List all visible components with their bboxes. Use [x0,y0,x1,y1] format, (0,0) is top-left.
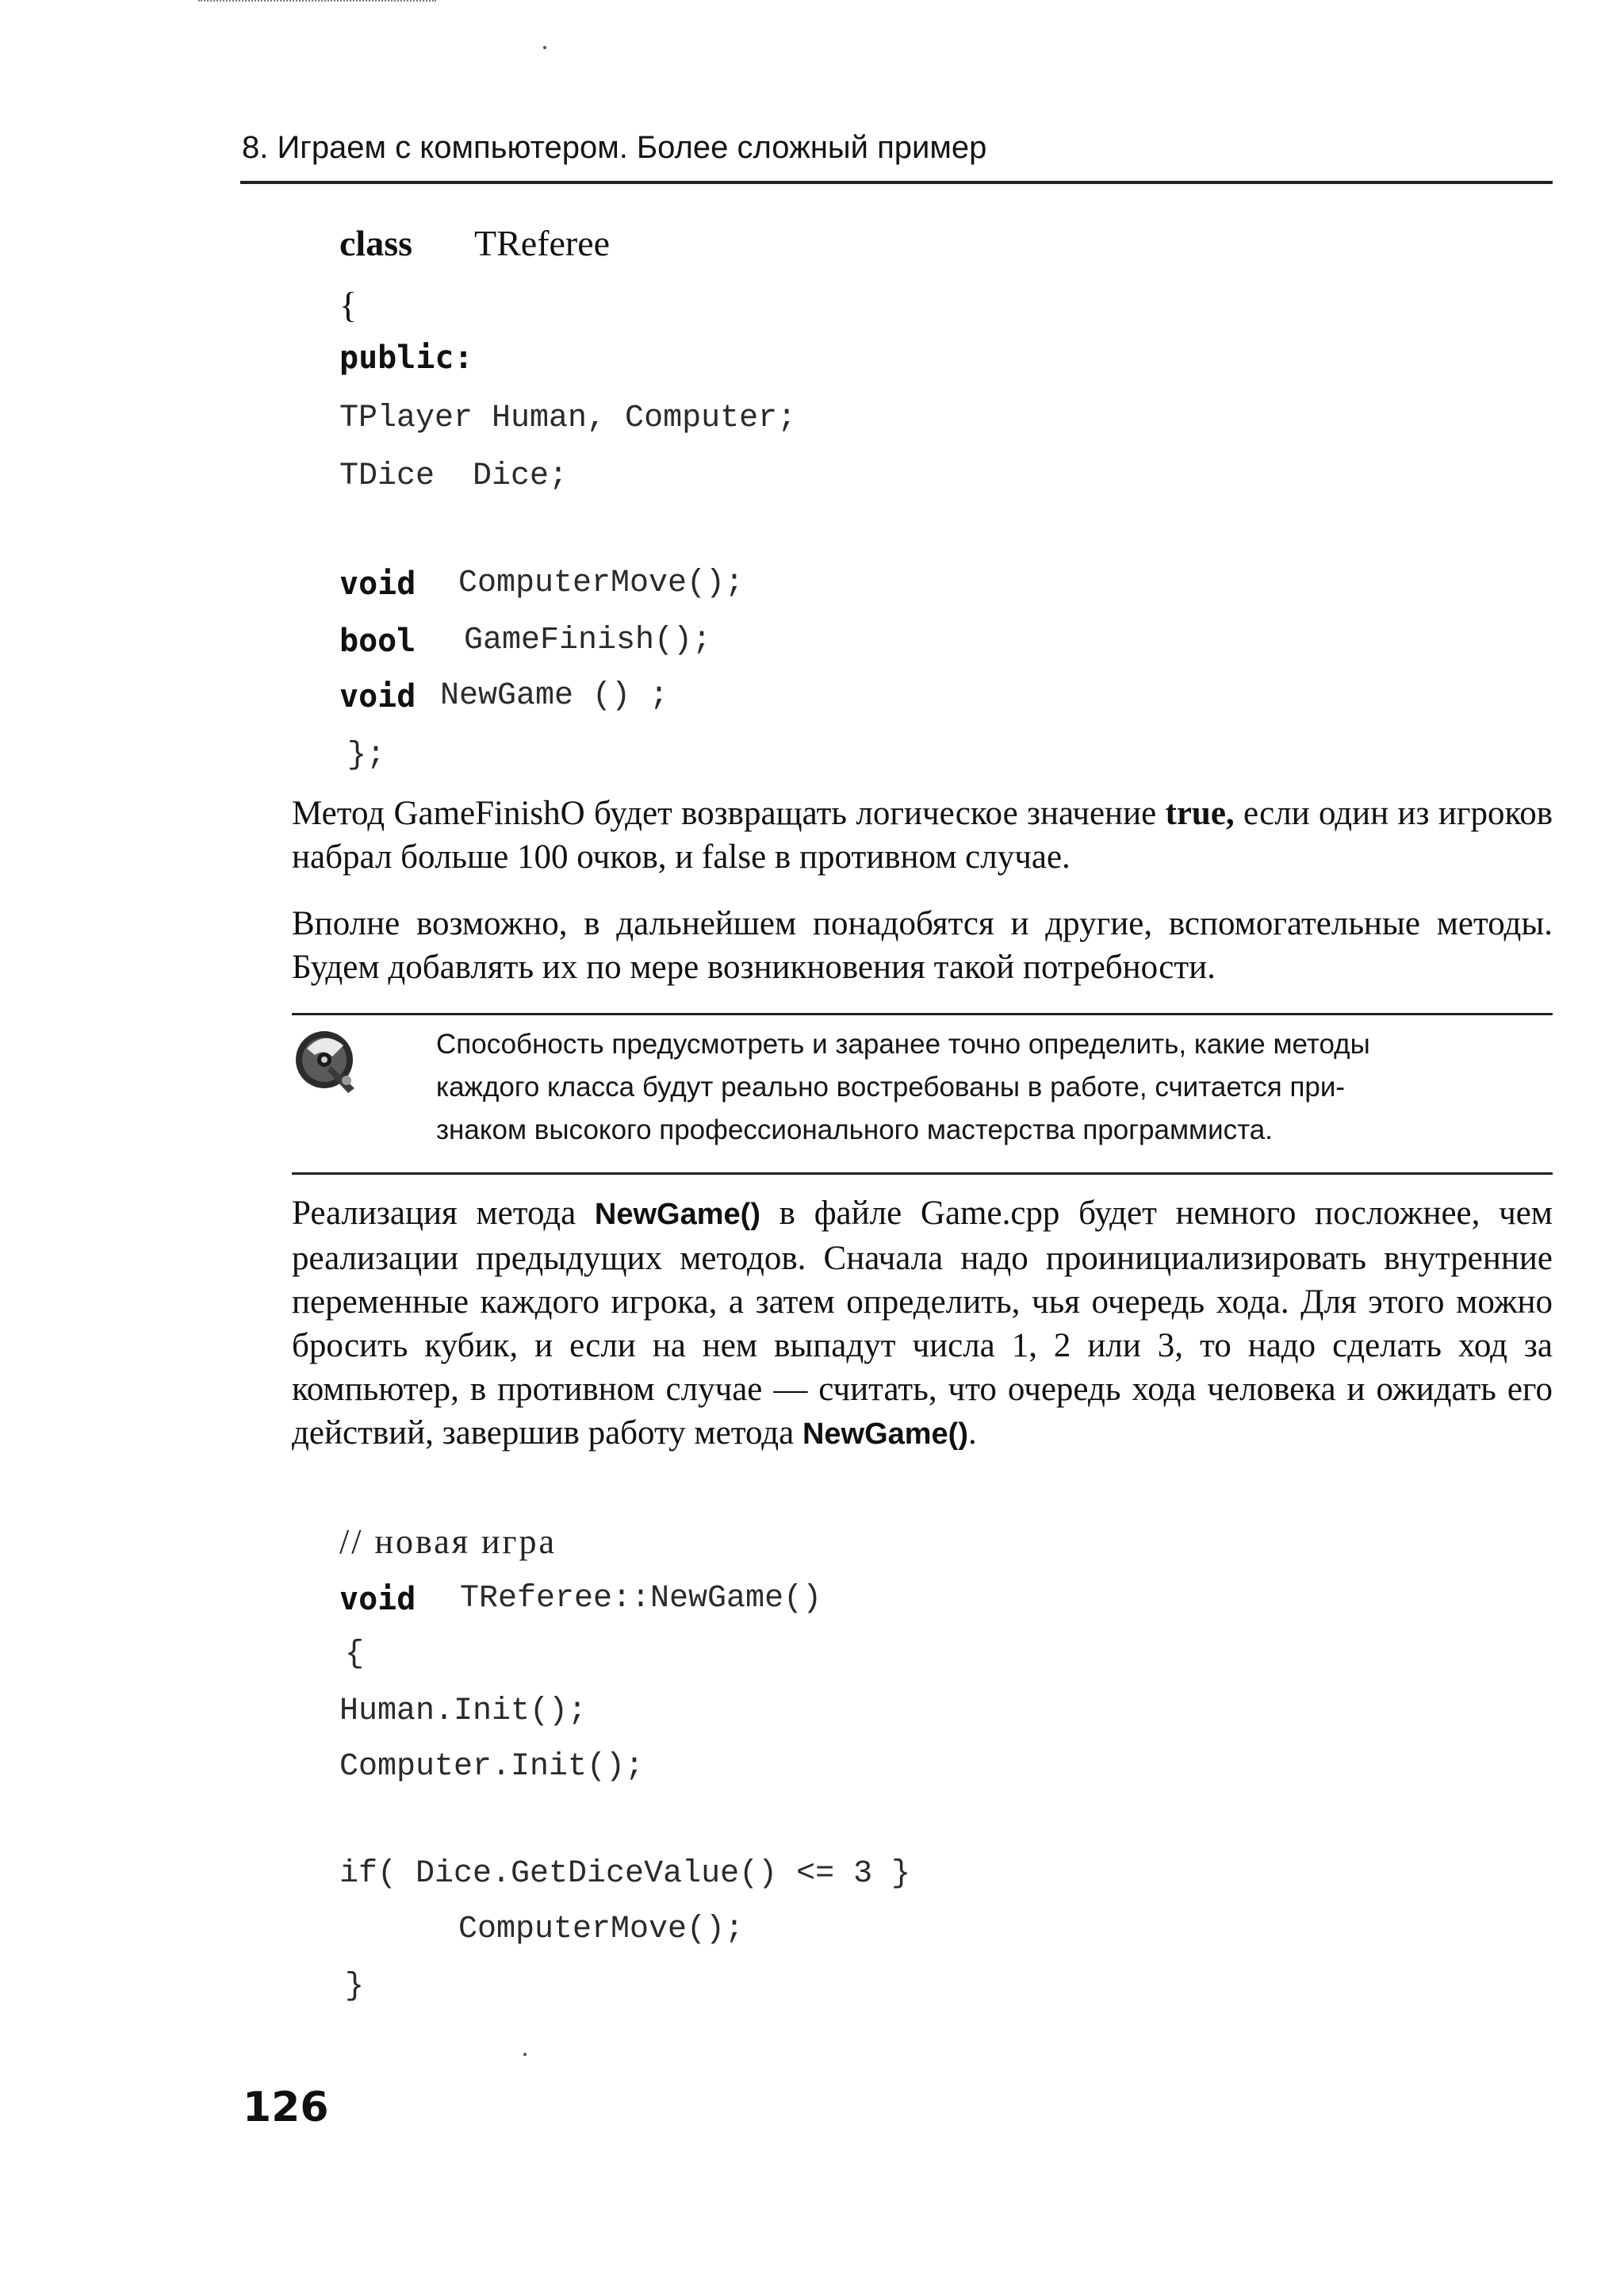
code-class-name: TReferee [474,223,611,263]
running-head-rule [240,181,1553,184]
code-line-players: TPlayer Human, Computer; [339,401,797,436]
code-comment: // новая игра [339,1522,557,1561]
scan-dot [543,46,546,49]
code-signature-type: void [339,1581,416,1617]
paragraph-text: . [968,1414,977,1452]
running-head: 8. Играем с компьютером. Более сложный пример [242,130,987,165]
scan-dot [523,2053,527,2056]
code-class-keyword: class [339,223,412,263]
code-line-computer-init: Computer.Init(); [339,1749,645,1785]
paragraph-text: в файле Game.cpp будет немного посложнее, чем реализации предыдущих методов. Сначала надо проинициализировать внутренние переменные каждого игрока, а затем определить, чья очередь хода. Для этого можно бросить кубик, и если на нем выпадут числа 1, 2 или 3, то надо сделать ход за компьютер, в противном случае — считать, что очередь хода человека и ожидать его действий, завершив работу метода [292,1195,1553,1452]
code-public-label: public: [339,339,473,376]
paragraph-helpers: Вполне возможно, в дальнейшем понадобятся и другие, вспомогательные методы. Будем добавлять их по мере возникновения такой потребности. [292,905,1553,986]
code-method-3-name: NewGame () ; [440,678,669,714]
code-line-computer-move: ComputerMove(); [458,1912,745,1947]
paragraph-text: Реализация метода [292,1195,595,1232]
scan-artifact-top [198,0,436,5]
code-signature-name: TReferee::NewGame() [460,1581,822,1617]
code-method-3-type: void [339,678,416,715]
code-line-if: if( Dice.GetDiceValue() <= 3 } [339,1856,911,1892]
paragraph-text: Метод GameFinishO будет возвращать логическое значение [292,795,1166,832]
code-method-2-name: GameFinish(); [464,623,712,658]
note-text [436,1023,1554,1152]
code-open-brace: { [345,1636,365,1672]
code-method-1-name: ComputerMove(); [458,566,745,601]
note-rule-top [292,1013,1553,1015]
note-rule-bottom [292,1172,1553,1175]
code-close-brace: }; [347,738,386,773]
note-line: знаком высокого профессионального мастерства программиста. [436,1114,1273,1145]
keyword-true: true, [1165,795,1235,832]
page-number: 126 [243,2084,329,2131]
method-ref-newgame: NewGame() [594,1198,760,1231]
note-line: Способность предусмотреть и заранее точно определить, какие методы [436,1029,1370,1060]
code-method-1-type: void [339,566,416,602]
code-open-brace: { [339,285,358,325]
code-line-dice: TDice Dice; [339,458,569,494]
code-method-2-type: bool [339,623,416,659]
note-line: каждого класса будут реально востребованы в работе, считается при- [436,1072,1346,1103]
code-line-human-init: Human.Init(); [339,1693,588,1729]
paragraph-newgame [292,1191,1553,1456]
code-close-brace: } [345,1969,365,2004]
method-ref-newgame: NewGame() [802,1417,968,1451]
disk-note-icon [291,1025,362,1096]
paragraph-text: если один из игроков набрал больше 100 очков, и false в противном случае. [292,795,1553,876]
paragraph-gamefinish [292,792,1553,879]
